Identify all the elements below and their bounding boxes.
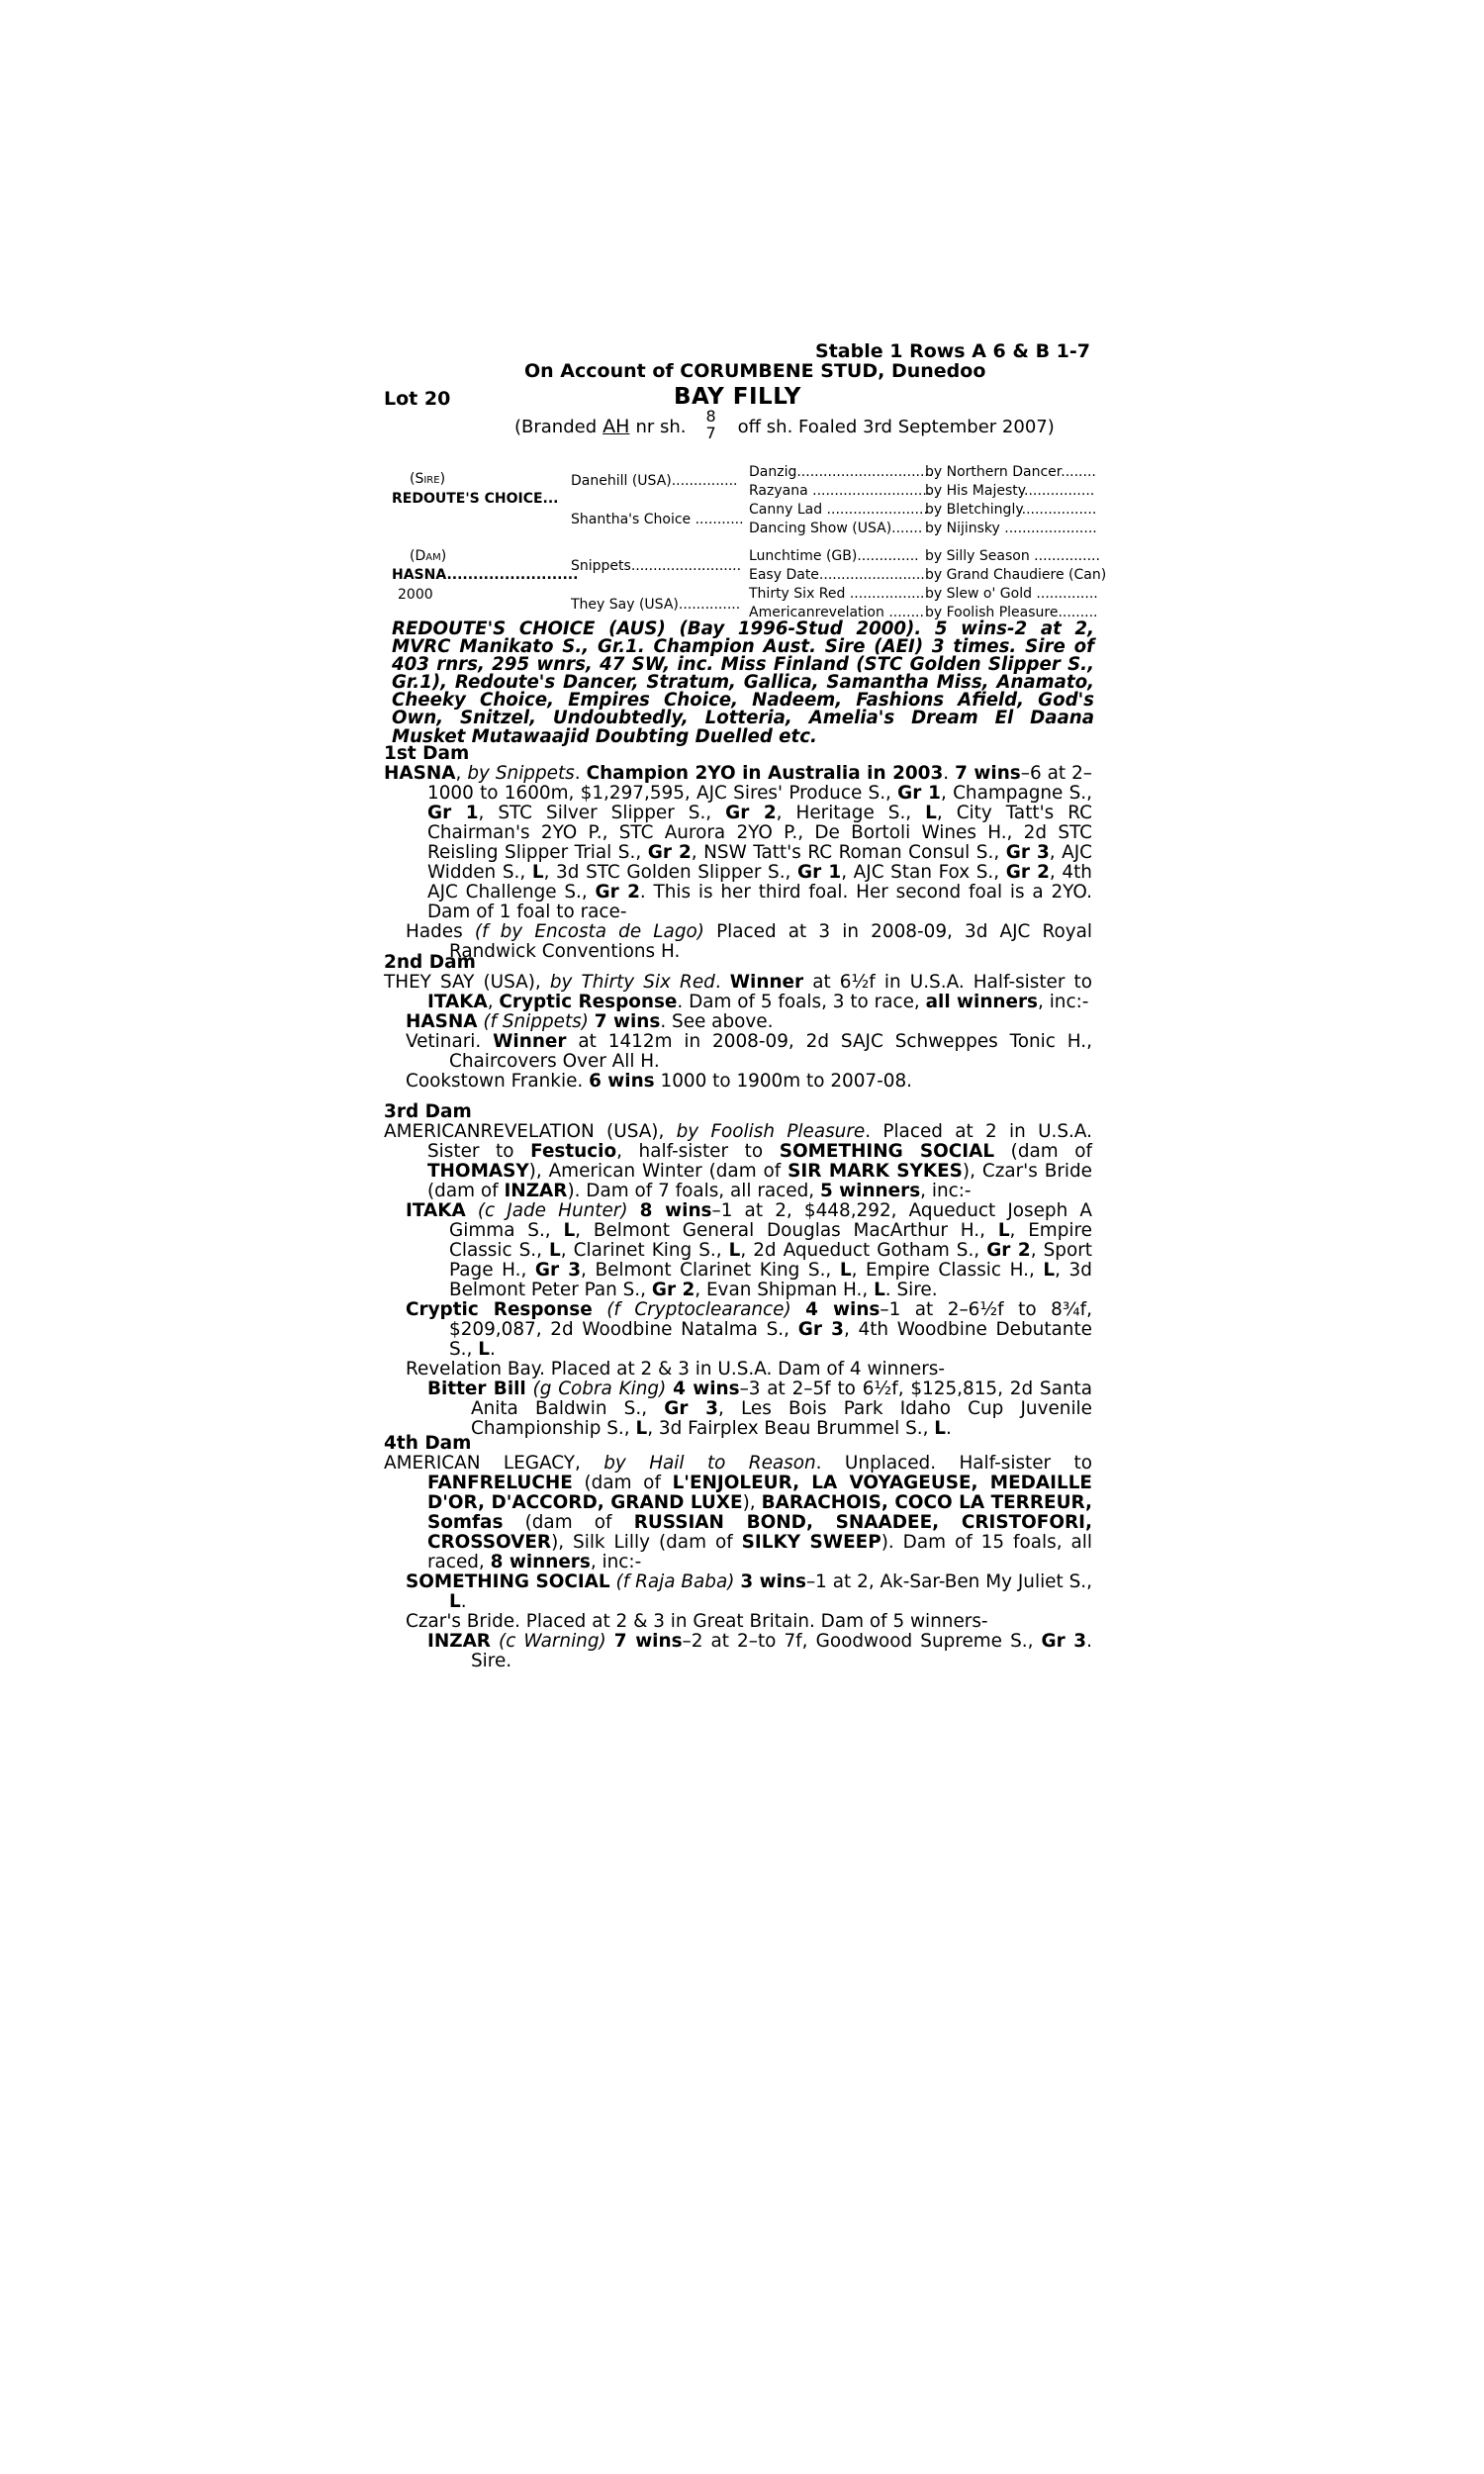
- wins: 7 wins: [955, 763, 1021, 784]
- grade: Gr 1: [427, 803, 479, 823]
- text: 8 winners: [490, 1552, 591, 1572]
- gen3-4: Dancing Show (USA).......: [749, 521, 923, 536]
- text: , 3d Fairplex Beau Brummel S.,: [647, 1418, 929, 1439]
- gen4-5: by Silly Season ...............: [925, 548, 1100, 564]
- brand-number: [705, 408, 715, 441]
- grade: L: [874, 1280, 885, 1300]
- dam-name: HASNA: [384, 763, 456, 784]
- grade: Gr 2: [725, 803, 777, 823]
- text: –2 at 2–to 7f, Goodwood Supreme S.,: [682, 1631, 1034, 1652]
- text: , 2d Aqueduct Gotham S.,: [740, 1240, 980, 1261]
- text: , Belmont General Douglas MacArthur H.,: [575, 1220, 985, 1241]
- progeny-name: SOMETHING SOCIAL: [406, 1571, 610, 1592]
- text: , Empire Classic H.,: [851, 1260, 1035, 1281]
- text: THOMASY: [427, 1161, 529, 1182]
- grade: L: [549, 1240, 561, 1261]
- gen3-7: Thirty Six Red .................: [749, 586, 925, 602]
- text: (dam of: [524, 1512, 612, 1533]
- dam-name: THEY SAY (USA),: [384, 972, 541, 993]
- text: . Sire.: [884, 1280, 938, 1300]
- text: INZAR: [504, 1181, 568, 1201]
- first-dam-heading: 1st Dam: [384, 743, 470, 764]
- text: , Evan Shipman H.,: [695, 1280, 869, 1300]
- third-dam-heading: 3rd Dam: [384, 1101, 472, 1122]
- text: Revelation Bay. Placed at 2 & 3 in U.S.A. Dam of 4 winners-: [406, 1359, 946, 1380]
- progeny-record: Placed at 3 in 2008-09, 3d AJC Royal Randwick Conventions H.: [449, 921, 1092, 962]
- progeny-name: Bitter Bill: [427, 1379, 526, 1399]
- text: , AJC Widden S.,: [427, 842, 1093, 883]
- text: . Sire.: [471, 1631, 1092, 1671]
- progeny-name: Hades: [406, 921, 463, 942]
- text: , NSW Tatt's RC Roman Consul S.,: [691, 842, 1000, 863]
- text: , half-sister to: [616, 1141, 764, 1162]
- wins: 4 wins: [805, 1299, 881, 1320]
- text: , Les Bois Park Idaho Cup Juvenile Championship S.,: [471, 1398, 1092, 1439]
- gen4-2: by His Majesty................: [925, 483, 1095, 499]
- first-dam-text: HASNA, by Snippets. Champion 2YO in Australia in 2003. 7 wins–6 at 2–1000 to 1600m, $1,297,595, AJC Sires' Produce S., Gr 1, Champagne S., Gr 1, STC Silver Slipper S., Gr 2, Heritage S., L, City Tatt's RC Chairman's 2YO P., STC Aurora 2YO P., De Bortoli Wines H., 2d STC Reisling Slipper Trial S., Gr 2, NSW Tatt's RC Roman Consul S., Gr 3, AJC Widden S., L, 3d STC Golden Slipper S., Gr 1, AJC Stan Fox S., Gr 2, 4th AJC Challenge S., Gr 2. This is her third foal. Her second foal is a 2YO. Dam of 1 foal to race-: [384, 763, 1093, 922]
- text: . Placed at 2 in U.S.A. Sister to: [427, 1121, 1092, 1162]
- grade: L: [563, 1220, 576, 1241]
- dam-label: (Dam): [410, 548, 447, 564]
- lot-number: Lot 20: [384, 388, 451, 410]
- champion-title: Champion 2YO in Australia in 2003: [586, 763, 944, 784]
- grade: Gr 2: [1005, 862, 1050, 883]
- progeny-cookstown: [384, 1072, 1092, 1092]
- gen4-4: by Nijinsky .....................: [925, 521, 1097, 536]
- third-dam-section: [384, 1102, 1092, 1439]
- dam-name: HASNA.........................: [392, 567, 579, 583]
- grade: L: [478, 1339, 490, 1360]
- grade: Gr 3: [797, 1319, 844, 1340]
- text: –1 at 2, $448,292, Aqueduct Joseph A Gimma S.,: [449, 1200, 1092, 1241]
- dam-name: AMERICAN LEGACY,: [384, 1453, 581, 1474]
- text: , STC Silver Slipper S.,: [478, 803, 712, 823]
- grade: L: [934, 1418, 947, 1439]
- second-dam-text: THEY SAY (USA), by Thirty Six Red. Winner at 6½f in U.S.A. Half-sister to ITAKA, Cryptic Response. Dam of 5 foals, 3 to race, all winners, inc:-: [384, 972, 1092, 1012]
- text: ),: [742, 1492, 756, 1513]
- text: Winner: [729, 972, 804, 993]
- progeny-bitter-bill: [384, 1380, 1092, 1439]
- text: Winner: [493, 1031, 567, 1052]
- progeny-sire: (c Warning): [499, 1631, 606, 1652]
- text: (dam of: [1010, 1141, 1093, 1162]
- third-dam-text: [384, 1122, 1092, 1201]
- gen3-8: Americanrevelation ........: [749, 605, 924, 620]
- text: , AJC Stan Fox S.,: [841, 862, 1000, 883]
- text: . Unplaced. Half-sister to: [815, 1453, 1092, 1474]
- fourth-dam-text: [384, 1454, 1092, 1572]
- branded-nr: nr sh.: [635, 416, 687, 437]
- progeny-inzar: [384, 1632, 1092, 1671]
- grade: Gr 3: [1005, 842, 1050, 863]
- text: –6 at 2–1000 to 1600m, $1,297,595, AJC Sires' Produce S.,: [427, 763, 1092, 804]
- vendor-account: On Account of CORUMBENE STUD, Dunedoo: [524, 360, 986, 382]
- gen2-dam-sire: Snippets.........................: [571, 558, 742, 574]
- progeny-itaka: [384, 1201, 1092, 1300]
- grade: L: [839, 1260, 852, 1281]
- brand-number-top: 8: [705, 407, 716, 426]
- grade: L: [997, 1220, 1010, 1241]
- progeny-sire: (f Snippets): [483, 1011, 589, 1032]
- gen3-2: Razyana ...........................: [749, 483, 932, 499]
- wins: 7 wins: [613, 1631, 683, 1652]
- gen4-7: by Slew o' Gold ..............: [925, 586, 1098, 602]
- text: , 4th Woodbine Debutante S.,: [449, 1319, 1092, 1360]
- text: Cryptic Response: [499, 992, 678, 1012]
- text: , Empire Classic S.,: [449, 1220, 1092, 1261]
- gen3-5: Lunchtime (GB)..............: [749, 548, 919, 564]
- text: .: [489, 1339, 496, 1360]
- text: , 3d STC Golden Slipper S.,: [543, 862, 791, 883]
- text: ITAKA: [427, 992, 488, 1012]
- dam-sire: by Snippets: [467, 763, 575, 784]
- text: –1 at 2–6½f to 8¾f, $209,087, 2d Woodbine Natalma S.,: [449, 1299, 1092, 1340]
- gen3-6: Easy Date........................: [749, 567, 925, 583]
- text: , Clarinet King S.,: [560, 1240, 722, 1261]
- text: SIR MARK SYKES: [788, 1161, 963, 1182]
- gen4-1: by Northern Dancer........: [925, 464, 1096, 480]
- text: at 1412m in 2008-09, 2d SAJC Schweppes Tonic H., Chaircovers Over All H.: [449, 1031, 1092, 1072]
- first-dam-section: [384, 744, 1092, 962]
- text: all winners: [925, 992, 1038, 1012]
- dam-sire: by Thirty Six Red: [549, 972, 715, 993]
- progeny-sire: (g Cobra King): [532, 1379, 667, 1399]
- text: .: [460, 1591, 467, 1612]
- wins: 6 wins: [589, 1071, 655, 1092]
- text: ). Dam of 7 foals, all raced,: [567, 1181, 815, 1201]
- grade: Gr 2: [986, 1240, 1031, 1261]
- gen2-sire-sire: Danehill (USA)...............: [571, 473, 738, 489]
- progeny-name: INZAR: [427, 1631, 491, 1652]
- text: SILKY SWEEP: [741, 1532, 881, 1553]
- wins: 4 wins: [673, 1379, 740, 1399]
- text: , 4th AJC Challenge S.,: [427, 862, 1092, 903]
- progeny-sire: (f by Encosta de Lago): [474, 921, 704, 942]
- text: , Belmont Clarinet King S.,: [581, 1260, 832, 1281]
- text: .: [946, 1418, 952, 1439]
- brand-number-bottom: 7: [705, 424, 716, 442]
- branded-suffix: off sh. Foaled 3rd September 2007): [737, 416, 1055, 437]
- branding-line: [514, 407, 1055, 443]
- text: , inc:-: [920, 1181, 972, 1201]
- grade: Gr 3: [664, 1398, 718, 1419]
- stable-location: Stable 1 Rows A 6 & B 1-7: [815, 340, 1090, 362]
- progeny-sire: (c Jade Hunter): [477, 1200, 628, 1221]
- dam-year: 2000: [398, 587, 433, 603]
- sire-name: REDOUTE'S CHOICE...: [392, 491, 559, 507]
- progeny-sire: (f Cryptoclearance): [606, 1299, 791, 1320]
- text: SOMETHING SOCIAL: [779, 1141, 995, 1162]
- text: , 3d Belmont Peter Pan S.,: [449, 1260, 1092, 1300]
- text: . See above.: [660, 1011, 774, 1032]
- fourth-dam-section: [384, 1434, 1092, 1671]
- progeny-name: Cookstown Frankie.: [406, 1071, 584, 1092]
- dam-sire: by Foolish Pleasure: [676, 1121, 866, 1142]
- text: RUSSIAN BOND, SNAADEE, CRISTOFORI, CROSSOVER: [427, 1512, 1092, 1553]
- grade: Gr 2: [651, 1280, 696, 1300]
- wins: 3 wins: [740, 1571, 806, 1592]
- text: FANFRELUCHE: [427, 1473, 573, 1493]
- text: , inc:-: [590, 1552, 642, 1572]
- gen4-3: by Bletchingly.................: [925, 502, 1097, 518]
- progeny-cryptic-response: [384, 1300, 1092, 1360]
- progeny-name: ITAKA: [406, 1200, 466, 1221]
- text: BARACHOIS, COCO LA TERREUR, Somfas: [427, 1492, 1092, 1533]
- gen3-1: Danzig...............................: [749, 464, 934, 480]
- progeny-revelation-bay: [384, 1360, 1092, 1380]
- gen2-sire-dam: Shantha's Choice ...........: [571, 512, 744, 527]
- text: . This is her third foal. Her second foal is a 2YO. Dam of 1 foal to race-: [427, 882, 1092, 922]
- text: ), Silk Lilly (dam of: [551, 1532, 733, 1553]
- dam-name: AMERICANREVELATION (USA),: [384, 1121, 665, 1142]
- grade: Gr 3: [1041, 1631, 1087, 1652]
- progeny-name: HASNA: [406, 1011, 478, 1032]
- grade: Gr 2: [595, 882, 640, 903]
- horse-description: BAY FILLY: [674, 384, 801, 410]
- grade: Gr 1: [797, 862, 842, 883]
- wins: 8 wins: [639, 1200, 712, 1221]
- text: ), Czar's Bride (dam of: [427, 1161, 1093, 1201]
- fourth-dam-heading: 4th Dam: [384, 1433, 472, 1454]
- dam-sire: by Hail to Reason: [603, 1453, 816, 1474]
- text: L'ENJOLEUR, LA VOYAGEUSE, MEDAILLE D'OR, D'ACCORD, GRAND LUXE: [427, 1473, 1092, 1513]
- text: Festucio: [530, 1141, 617, 1162]
- text: ). Dam of 15 foals, all raced,: [427, 1532, 1092, 1572]
- grade: L: [925, 803, 937, 823]
- second-dam-section: [384, 953, 1092, 1092]
- text: , City Tatt's RC Chairman's 2YO P., STC Aurora 2YO P., De Bortoli Wines H., 2d STC Reisling Slipper Trial S.,: [427, 803, 1092, 863]
- text: ), American Winter (dam of: [528, 1161, 782, 1182]
- progeny-name: Cryptic Response: [406, 1299, 593, 1320]
- grade: L: [635, 1418, 648, 1439]
- text: 5 winners: [819, 1181, 921, 1201]
- text: . Dam of 5 foals, 3 to race,: [677, 992, 920, 1012]
- text: , inc:-: [1038, 992, 1089, 1012]
- gen4-8: by Foolish Pleasure.........: [925, 605, 1098, 620]
- text: at 6½f in U.S.A. Half-sister to: [812, 972, 1092, 993]
- grade: Gr 2: [647, 842, 692, 863]
- text: (dam of: [584, 1473, 661, 1493]
- grade: Gr 3: [534, 1260, 582, 1281]
- text: Czar's Bride. Placed at 2 & 3 in Great Britain. Dam of 5 winners-: [406, 1611, 988, 1632]
- grade: L: [1043, 1260, 1056, 1281]
- gen2-dam-dam: They Say (USA)..............: [571, 597, 741, 613]
- progeny-name: Vetinari.: [406, 1031, 482, 1052]
- text: –3 at 2–5f to 6½f, $125,815, 2d Santa Anita Baldwin S.,: [471, 1379, 1093, 1419]
- text: , Champagne S.,: [940, 783, 1092, 804]
- progeny-something-social: [384, 1572, 1092, 1612]
- branded-prefix: (Branded: [514, 416, 598, 437]
- sire-summary: REDOUTE'S CHOICE (AUS) (Bay 1996-Stud 2000). 5 wins-2 at 2, MVRC Manikato S., Gr.1. Champion Aust. Sire (AEI) 3 times. Sire of 403 rnrs, 295 wnrs, 47 SW, inc. Miss Finland (STC Golden Slipper S., Gr.1), Redoute's Dancer, Stratum, Gallica, Samantha Miss, Anamato, Cheeky Choice, Empires Choice, Nadeem, Fashions Afield, God's Own, Snitzel, Undoubtedly, Lotteria, Amelia's Dream El Daana Musket Mutawaajid Doubting Duelled etc.: [392, 618, 1094, 747]
- progeny-czars-bride: [384, 1612, 1092, 1632]
- progeny-hasna: [384, 1012, 1092, 1032]
- brand-mark: AH: [603, 416, 630, 437]
- wins: 7 wins: [594, 1011, 661, 1032]
- text: , Heritage S.,: [776, 803, 912, 823]
- progeny-sire: (f Raja Baba): [615, 1571, 735, 1592]
- text: –1 at 2, Ak-Sar-Ben My Juliet S.,: [805, 1571, 1092, 1592]
- text: 1000 to 1900m to 2007-08.: [660, 1071, 913, 1092]
- gen4-6: by Grand Chaudiere (Can): [925, 567, 1107, 583]
- progeny-vetinari: [384, 1032, 1092, 1072]
- sire-label: (Sire): [410, 471, 446, 487]
- grade: L: [449, 1591, 461, 1612]
- grade: L: [531, 862, 544, 883]
- grade: L: [728, 1240, 741, 1261]
- grade: Gr 1: [897, 783, 941, 804]
- text: , Sport Page H.,: [449, 1240, 1092, 1281]
- second-dam-heading: 2nd Dam: [384, 952, 476, 973]
- gen3-3: Canny Lad .......................: [749, 502, 928, 518]
